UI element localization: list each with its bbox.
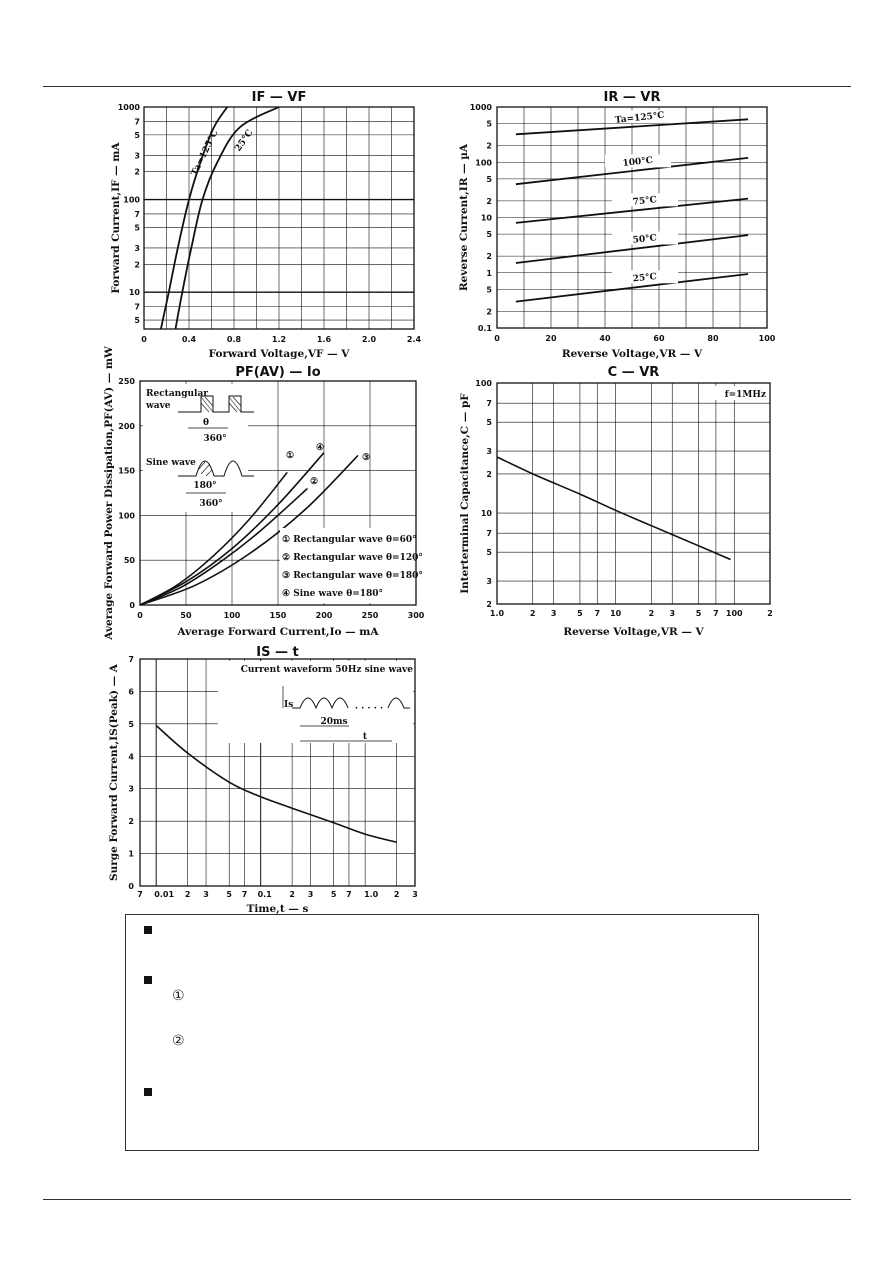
- x-tick-label: 3: [203, 890, 209, 899]
- x-axis-label: Time,t — s: [246, 903, 309, 915]
- x-tick-label: 2: [289, 890, 295, 899]
- x-tick-label: 5: [226, 890, 233, 899]
- rect-wave-label: Rectangular: [146, 389, 209, 399]
- legend-entry: ① Rectangular wave θ=60°: [282, 535, 417, 545]
- chart-title: IS — t: [256, 645, 299, 660]
- x-tick-label: 250: [361, 611, 379, 620]
- x-axis-label: Reverse Voltage,VR — V: [561, 348, 703, 360]
- x-tick-label: 2: [184, 890, 191, 899]
- x-tick-label: 20: [545, 334, 557, 343]
- t-label: t: [362, 732, 368, 742]
- x-tick-label: 100: [223, 611, 241, 620]
- curve-label-4: ④: [315, 443, 325, 453]
- x-tick-label: 2: [393, 890, 400, 899]
- x-tick-label: 10: [610, 609, 622, 618]
- y-tick-label: 2: [486, 252, 492, 262]
- rect-wave-label-2: wave: [146, 401, 171, 411]
- x-tick-label: 1.2: [271, 335, 287, 344]
- series-label-125: Ta=125°C: [189, 128, 221, 178]
- y-tick-label: 5: [134, 316, 140, 326]
- x-tick-label: 3: [307, 890, 314, 899]
- series-label: 100°C: [622, 155, 654, 169]
- chart-title: PF(AV) — Io: [235, 365, 321, 380]
- curve-label-2: ②: [309, 477, 319, 487]
- series-label: 50°C: [632, 233, 658, 246]
- x-tick-label: 100: [725, 609, 743, 618]
- x-tick-label: 0.01: [154, 890, 175, 899]
- x-tick-label: 0: [137, 611, 143, 620]
- y-tick-label: 4: [128, 752, 134, 762]
- x-tick-label: 60: [653, 334, 665, 343]
- y-tick-label: 2: [128, 817, 134, 827]
- chart4-frame: [497, 383, 770, 604]
- x-tick-label: 0.4: [181, 335, 197, 344]
- y-tick-label: 1: [486, 268, 492, 278]
- x-tick-label: 7: [346, 890, 352, 899]
- y-tick-label: 5: [134, 130, 140, 140]
- x-tick-label: 80: [707, 334, 719, 343]
- y-tick-label: 3: [486, 577, 492, 587]
- y-tick-label: 2: [486, 307, 492, 317]
- y-tick-label: 7: [486, 529, 492, 539]
- period-360b-label: 360°: [199, 499, 223, 509]
- x-tick-label: 7: [137, 890, 143, 899]
- x-axis-label: Average Forward Current,Io — mA: [177, 626, 379, 638]
- x-tick-label: 7: [713, 609, 719, 618]
- period-360-label: 360°: [203, 434, 227, 444]
- y-tick-label: 5: [486, 285, 492, 295]
- x-tick-label: 3: [669, 609, 676, 618]
- y-tick-label: 5: [128, 719, 134, 729]
- theta-label: θ: [202, 418, 210, 428]
- y-tick-label: 7: [128, 655, 134, 664]
- y-tick-label: 5: [486, 174, 492, 184]
- y-axis-label: Interterminal Capacitance,C — pF: [459, 393, 471, 594]
- x-axis-label: Reverse Voltage,VR — V: [563, 626, 704, 638]
- x-tick-label: 40: [599, 334, 611, 343]
- series-label-25: 25°C: [233, 128, 256, 154]
- y-tick-label: 2: [134, 260, 140, 270]
- y-tick-label: 100: [118, 511, 135, 521]
- x-tick-label: 0: [141, 335, 147, 344]
- y-tick-label: 250: [118, 377, 135, 386]
- chart-title: C — VR: [607, 365, 660, 380]
- x-tick-label: 0.1: [257, 890, 272, 899]
- y-tick-label: 6: [128, 687, 134, 697]
- y-axis-label: Forward Current,IF — mA: [110, 142, 122, 294]
- y-tick-label: 5: [486, 548, 492, 558]
- x-tick-label: 3: [550, 609, 557, 618]
- x-tick-label: 2.0: [361, 335, 377, 344]
- x-tick-label: 300: [407, 611, 425, 620]
- y-tick-label: 7: [486, 399, 492, 409]
- x-tick-label: 2: [529, 609, 536, 618]
- bullet-square-1: [144, 926, 152, 934]
- y-tick-label: 0: [128, 882, 134, 891]
- x-tick-label: 100: [758, 334, 776, 343]
- bullet-square-2: [144, 976, 152, 984]
- x-tick-label: 7: [594, 609, 601, 618]
- y-tick-label: 0.1: [477, 324, 492, 333]
- series-line-0: [161, 107, 227, 329]
- y-tick-label: 7: [134, 209, 140, 219]
- y-tick-label: 200: [118, 421, 135, 431]
- deg-180-label: 180°: [193, 481, 217, 491]
- series-line-0: [497, 457, 731, 560]
- y-tick-label: 2: [486, 196, 492, 206]
- x-tick-label: 200: [315, 611, 333, 620]
- x-tick-label: 3: [412, 890, 418, 899]
- y-axis-label: Reverse Current,IR — µA: [458, 143, 470, 292]
- sine-wave-label: Sine wave: [146, 458, 196, 468]
- frequency-note: f=1MHz: [724, 390, 766, 400]
- series-label: 75°C: [632, 195, 658, 208]
- x-axis-label: Forward Voltage,VF — V: [208, 348, 350, 360]
- legend-entry: ③ Rectangular wave θ=180°: [282, 571, 423, 581]
- y-tick-label: 100: [475, 158, 492, 168]
- y-tick-label: 50: [123, 556, 135, 566]
- x-tick-label: 2: [648, 609, 655, 618]
- x-tick-label: 5: [695, 609, 702, 618]
- x-tick-label: 5: [330, 890, 337, 899]
- y-tick-label: 7: [134, 302, 140, 312]
- x-tick-label: 0.8: [226, 335, 242, 344]
- is-label: Is: [284, 700, 294, 710]
- y-tick-label: 100: [475, 379, 492, 388]
- series-line-0: [156, 726, 396, 843]
- y-tick-label: 100: [123, 195, 140, 205]
- x-tick-label: 2.4: [406, 335, 422, 344]
- bullet-square-3: [144, 1088, 152, 1096]
- wave-continuation: · · · · ·: [354, 704, 384, 714]
- x-tick-label: 50: [180, 611, 192, 620]
- y-tick-label: 3: [486, 447, 492, 457]
- y-tick-label: 3: [134, 151, 140, 161]
- x-tick-label: 5: [577, 609, 583, 618]
- curve-label-1: ①: [285, 451, 295, 461]
- y-tick-label: 1: [128, 849, 134, 859]
- x-tick-label: 1.6: [316, 335, 332, 344]
- y-tick-label: 10: [480, 213, 492, 223]
- note-number-1: ①: [172, 988, 185, 1004]
- y-tick-label: 2: [486, 469, 492, 479]
- y-tick-label: 1000: [117, 103, 140, 112]
- y-axis-label: Average Forward Power Dissipation,PF(AV) — mW: [103, 346, 115, 640]
- y-tick-label: 10: [128, 288, 140, 298]
- series-line-1: [176, 107, 280, 329]
- y-tick-label: 7: [134, 117, 140, 127]
- y-tick-label: 150: [118, 466, 135, 476]
- legend-entry: ④ Sine wave θ=180°: [282, 589, 384, 599]
- curve-label-3: ③: [361, 453, 371, 463]
- y-tick-label: 2: [486, 141, 492, 151]
- waveform-title: Current waveform 50Hz sine wave: [240, 665, 413, 675]
- note-number-2: ②: [172, 1033, 185, 1049]
- y-tick-label: 5: [134, 223, 140, 233]
- x-tick-label: 7: [241, 890, 248, 899]
- x-tick-label: 0: [494, 334, 500, 343]
- series-label: Ta=125°C: [614, 110, 666, 126]
- notes-box: [125, 914, 759, 1151]
- y-tick-label: 5: [486, 418, 492, 428]
- chart-title: IR — VR: [603, 90, 661, 105]
- x-tick-label: 2: [767, 609, 773, 618]
- x-tick-label: 150: [269, 611, 287, 620]
- y-axis-label: Surge Forward Current,IS(Peak) — A: [108, 664, 120, 881]
- y-tick-label: 5: [486, 119, 492, 129]
- period-label: 20ms: [320, 717, 348, 727]
- y-tick-label: 10: [480, 509, 492, 519]
- y-tick-label: 2: [486, 600, 492, 609]
- x-tick-label: 1.0: [364, 890, 379, 899]
- series-label: 25°C: [632, 272, 658, 285]
- y-tick-label: 0: [129, 601, 135, 610]
- x-tick-label: 1.0: [489, 609, 505, 618]
- y-tick-label: 2: [134, 167, 140, 177]
- y-tick-label: 3: [128, 784, 134, 794]
- chart-title: IF — VF: [251, 90, 307, 105]
- y-tick-label: 3: [134, 243, 140, 253]
- legend-entry: ② Rectangular wave θ=120°: [282, 553, 423, 563]
- y-tick-label: 1000: [469, 103, 492, 112]
- y-tick-label: 5: [486, 230, 492, 240]
